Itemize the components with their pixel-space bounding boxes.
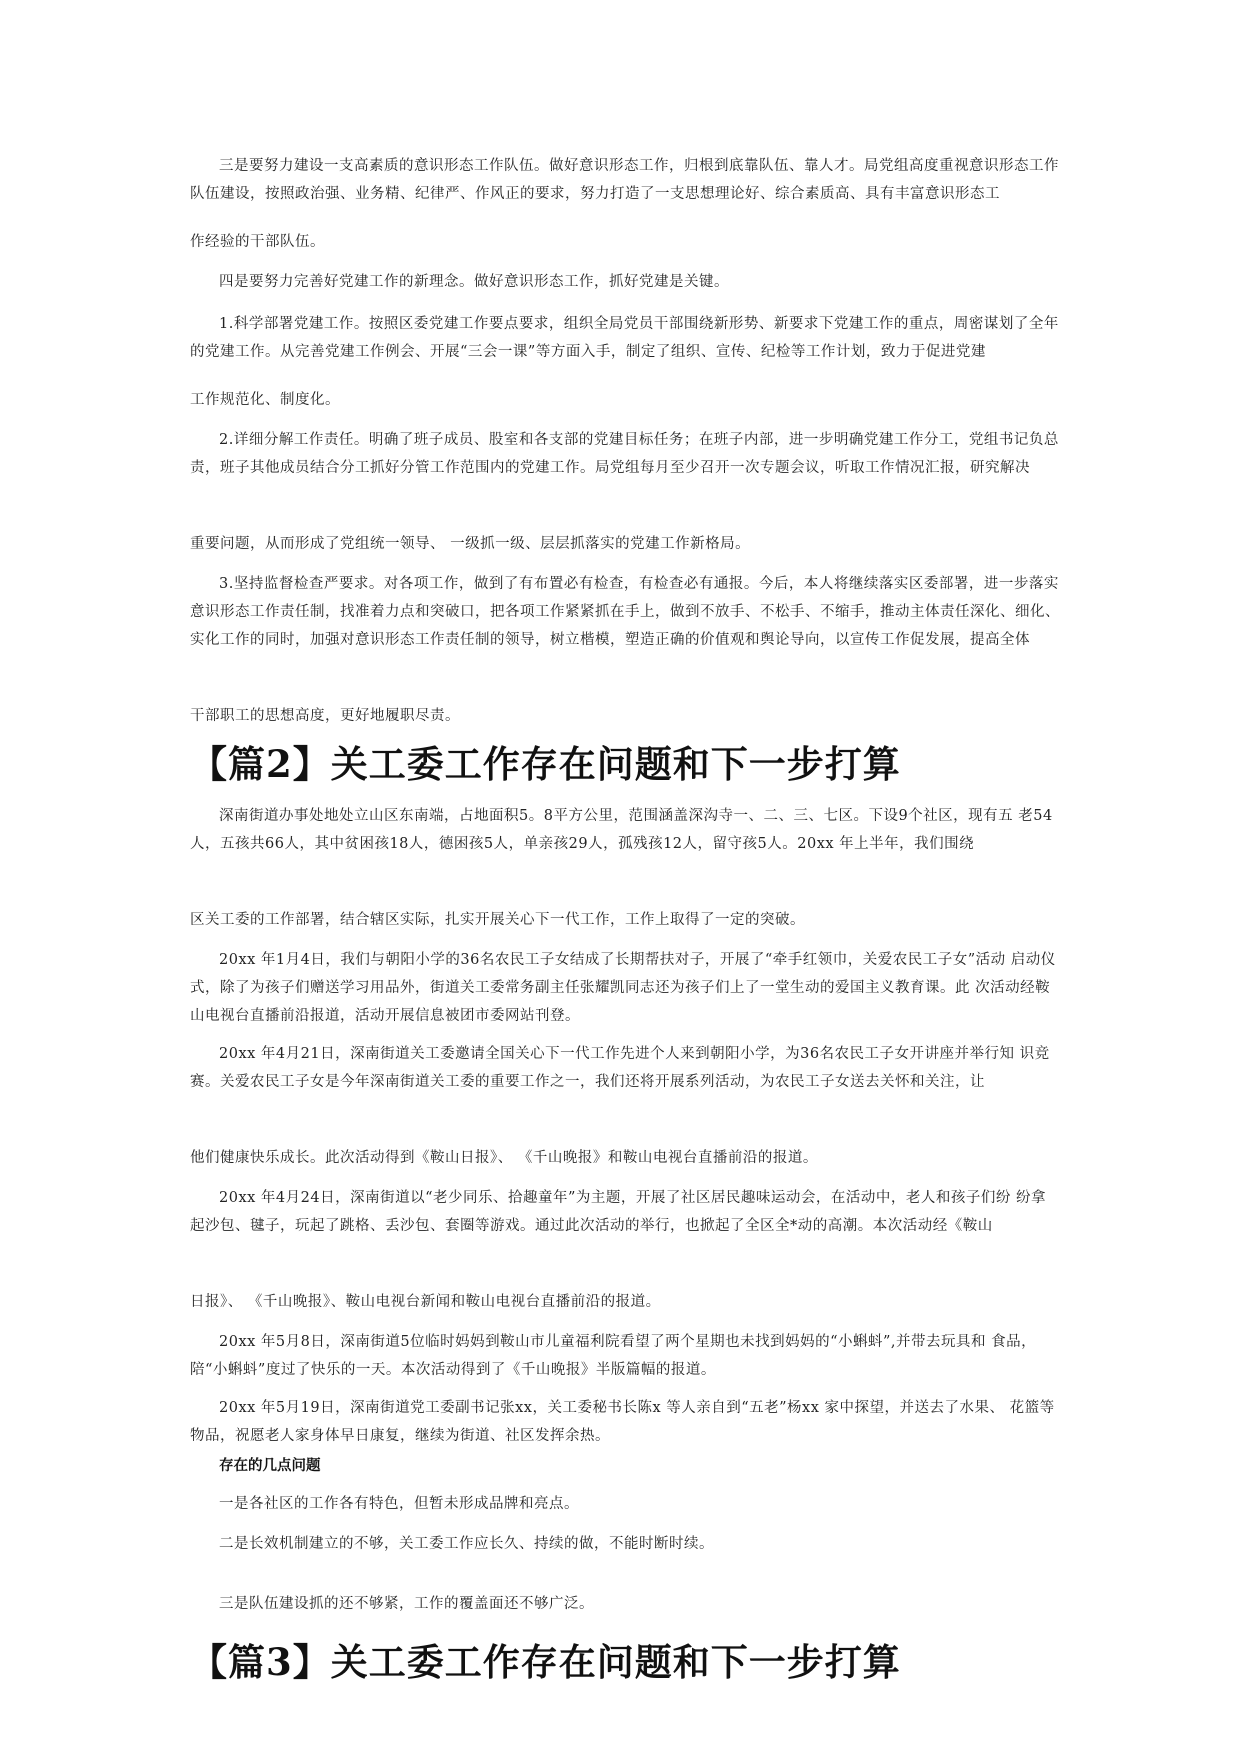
- subheading-issues: 存在的几点问题: [219, 1457, 321, 1474]
- paragraph-event-apr21-tail: 他们健康快乐成长。此次活动得到《鞍山日报》、 《千山晚报》和鞍山电视台直播前沿的报道。: [190, 1150, 818, 1166]
- paragraph-event-may19: 20xx 年5月19日，深南街道党工委副书记张xx，关工委秘书长陈x 等人亲自到“五老”杨xx 家中探望，并送去了水果、 花篮等物品，祝愿老人家身体早日康复，继续为街道、社区发挥余热。: [190, 1400, 1055, 1444]
- paragraph-team-building-tail: 作经验的干部队伍。: [190, 234, 325, 250]
- paragraph-overview: 深南街道办事处地处立山区东南端，占地面积5。8平方公里，范围涵盖深沟寺一、二、三、七区。下设9个社区，现有五 老54人，五孩共66人，其中贫困孩18人，德困孩5人，单亲孩29人，孤残孩12人，留守孩5人。20xx 年上半年，我们围绕: [190, 808, 1053, 852]
- paragraph-event-apr24-tail: 日报》、 《千山晚报》、鞍山电视台新闻和鞍山电视台直播前沿的报道。: [190, 1294, 661, 1310]
- paragraph-event-apr24: 20xx 年4月24日，深南街道以“老少同乐、拾趣童年”为主题，开展了社区居民趣味运动会，在活动中，老人和孩子们纷 纷拿起沙包、毽子，玩起了跳格、丢沙包、套圈等游戏。通过此次活动的举行，也掀起了全区全*动的高潮。本次活动经《鞍山: [190, 1190, 1047, 1234]
- paragraph-overview-tail: 区关工委的工作部署，结合辖区实际，扎实开展关心下一代工作，工作上取得了一定的突破。: [190, 912, 805, 928]
- paragraph-responsibility-tail: 重要问题，从而形成了党组统一领导、 一级抓一级、层层抓落实的党建工作新格局。: [190, 536, 751, 552]
- paragraph-party-deployment-tail: 工作规范化、制度化。: [190, 392, 340, 408]
- paragraph-team-building: 三是要努力建设一支高素质的意识形态工作队伍。做好意识形态工作，归根到底靠队伍、靠人才。局党组高度重视意识形态工作队伍建设，按照政治强、业务精、纪律严、作风正的要求，努力打造了一支思想理论好、综合素质高、具有丰富意识形态工: [190, 158, 1059, 202]
- paragraph-event-apr21: 20xx 年4月21日，深南街道关工委邀请全国关心下一代工作先进个人来到朝阳小学，为36名农民工子女开讲座并举行知 识竞赛。关爱农民工子女是今年深南街道关工委的重要工作之一，我们还将开展系列活动，为农民工子女送去关怀和关注，让: [190, 1046, 1050, 1090]
- issue-item-1: 一是各社区的工作各有特色，但暂未形成品牌和亮点。: [219, 1496, 579, 1512]
- paragraph-party-deployment: 1.科学部署党建工作。按照区委党建工作要点要求，组织全局党员干部围绕新形势、新要求下党建工作的重点，周密谋划了全年的党建工作。从完善党建工作例会、开展“三会一课”等方面入手，制定了组织、宣传、纪检等工作计划，致力于促进党建: [190, 316, 1059, 360]
- paragraph-event-jan: 20xx 年1月4日，我们与朝阳小学的36名农民工子女结成了长期帮扶对子，开展了“牵手红领巾，关爱农民工子女”活动 启动仪式，除了为孩子们赠送学习用品外，街道关工委常务副主任张耀凯同志还为孩子们上了一堂生动的爱国主义教育课。此 次活动经鞍山电视台直播前沿报道，活动开展信息被团市委网站刊登。: [190, 952, 1056, 1024]
- paragraph-responsibility: 2.详细分解工作责任。明确了班子成员、股室和各支部的党建目标任务；在班子内部，进一步明确党建工作分工，党组书记负总责，班子其他成员结合分工抓好分管工作范围内的党建工作。局党组每月至少召开一次专题会议，听取工作情况汇报，研究解决: [190, 432, 1059, 476]
- issue-item-3: 三是队伍建设抓的还不够紧，工作的覆盖面还不够广泛。: [219, 1596, 594, 1612]
- section-heading-3: 【篇3】关工委工作存在问题和下一步打算: [190, 1640, 901, 1684]
- issue-item-2: 二是长效机制建立的不够，关工委工作应长久、持续的做，不能时断时续。: [219, 1536, 714, 1552]
- paragraph-event-may8: 20xx 年5月8日，深南街道5位临时妈妈到鞍山市儿童福利院看望了两个星期也未找到妈妈的“小蝌蚪”,并带去玩具和 食品，陪“小蝌蚪”度过了快乐的一天。本次活动得到了《千山晚报》半版篇幅的报道。: [190, 1334, 1037, 1378]
- paragraph-supervision: 3.坚持监督检查严要求。对各项工作，做到了有布置必有检查，有检查必有通报。今后，本人将继续落实区委部署，进一步落实意识形态工作责任制，找准着力点和突破口，把各项工作紧紧抓在手上，做到不放手、不松手、不缩手，推动主体责任深化、细化、实化工作的同时，加强对意识形态工作责任制的领导，树立楷模，塑造正确的价值观和舆论导向，以宣传工作促发展，提高全体: [190, 576, 1060, 648]
- section-heading-2: 【篇2】关工委工作存在问题和下一步打算: [190, 742, 901, 786]
- paragraph-party-concept: 四是要努力完善好党建工作的新理念。做好意识形态工作，抓好党建是关键。: [219, 274, 729, 290]
- paragraph-supervision-tail: 干部职工的思想高度，更好地履职尽责。: [190, 708, 460, 724]
